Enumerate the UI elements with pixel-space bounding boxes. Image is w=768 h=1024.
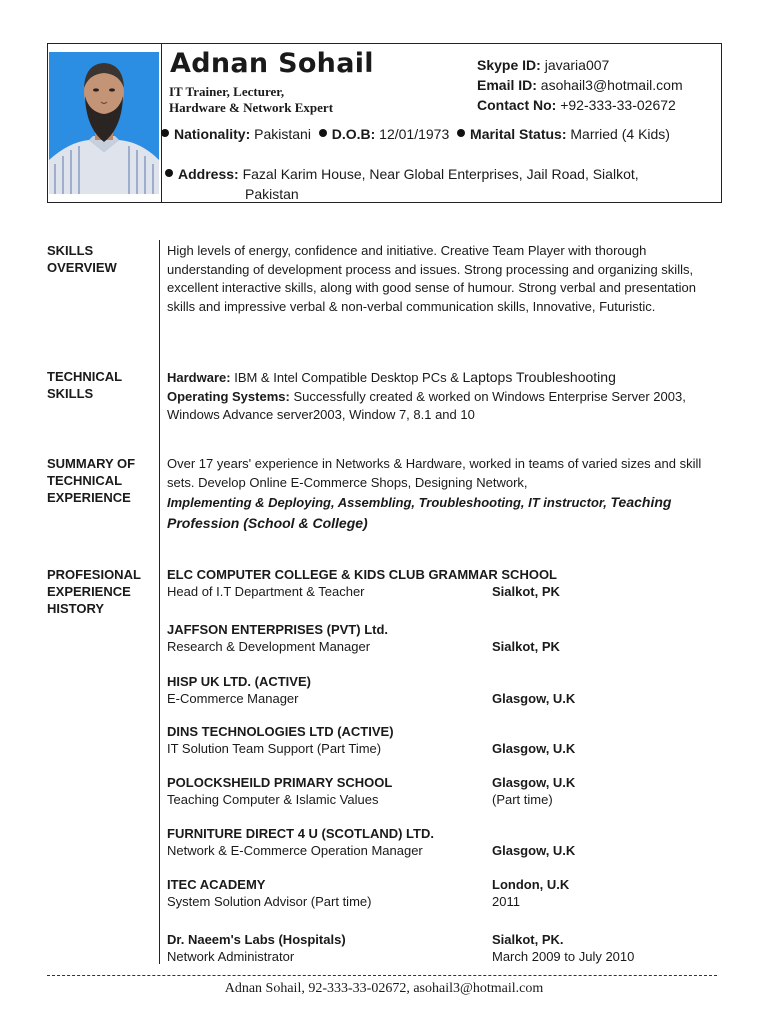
job-organization: FURNITURE DIRECT 4 U (SCOTLAND) LTD. — [167, 826, 434, 841]
heading-line: OVERVIEW — [47, 260, 117, 275]
address — [165, 164, 720, 204]
os-line — [167, 388, 727, 425]
profile-photo — [49, 52, 159, 194]
address-line-1: Fazal Karim House, Near Global Enterprises, Jail Road, Sialkot, — [242, 166, 639, 182]
job-location-block — [492, 774, 712, 808]
job-entry — [167, 774, 727, 808]
summary-heading — [47, 455, 155, 506]
header-box — [47, 43, 722, 203]
job-organization: HISP UK LTD. (ACTIVE) — [167, 674, 311, 689]
job-location: Sialkot, PK — [492, 584, 560, 599]
nationality-label: Nationality: — [174, 126, 251, 142]
nationality-value: Pakistani — [254, 126, 311, 142]
job-location-block — [492, 638, 712, 655]
dob-label: D.O.B: — [331, 126, 376, 142]
job-role: System Solution Advisor (Part time) — [167, 894, 372, 909]
job-entry — [167, 876, 727, 910]
skills-overview-heading — [47, 242, 155, 276]
bullet-icon — [319, 129, 327, 137]
address-label: Address: — [178, 166, 239, 182]
marital-label: Marital Status: — [470, 126, 567, 142]
job-location-block — [492, 583, 712, 600]
job-role: Teaching Computer & Islamic Values — [167, 792, 379, 807]
job-organization: JAFFSON ENTERPRISES (PVT) Ltd. — [167, 622, 389, 637]
heading-line: EXPERIENCE — [47, 490, 131, 505]
job-extra: March 2009 to July 2010 — [492, 949, 635, 964]
job-organization: ITEC ACADEMY — [167, 877, 266, 892]
technical-skills-heading — [47, 368, 155, 402]
heading-line: TECHNICAL — [47, 473, 123, 488]
experience-history-heading — [47, 566, 155, 617]
job-location: Sialkot, PK — [492, 639, 560, 654]
job-organization: Dr. Naeem's Labs (Hospitals) — [167, 932, 346, 947]
job-location-block — [492, 876, 712, 910]
job-location-block — [492, 740, 712, 757]
job-role: Network & E-Commerce Operation Manager — [167, 843, 423, 858]
job-entry — [167, 723, 727, 757]
job-location: Glasgow, U.K — [492, 775, 576, 790]
dob-value: 12/01/1973 — [379, 126, 450, 142]
hardware-value-tail: Laptops Troubleshooting — [462, 369, 616, 385]
skills-overview-text: High levels of energy, confidence and initiative. Creative Team Player with thorough understanding of development process and issues. Strong processing and organizing skills, excellent interactive skills, along with good sense of humour. Strong verbal and presentation skills and impressive verbal & non-verbal communication skills, Innovative, Futuristic. — [167, 243, 696, 314]
bullet-icon — [457, 129, 465, 137]
summary-text — [167, 455, 727, 534]
bullet-icon — [165, 169, 173, 177]
heading-line: PROFESIONAL — [47, 567, 141, 582]
job-location-block — [492, 842, 712, 859]
email-label: Email ID: — [477, 77, 537, 93]
footer-divider — [47, 975, 717, 976]
job-extra: 2011 — [492, 894, 520, 909]
footer-contact: Adnan Sohail, 92-333-33-02672, asohail3@hotmail.com — [224, 981, 544, 996]
job-entry — [167, 621, 727, 655]
contact-label: Contact No: — [477, 97, 557, 113]
hardware-value: IBM & Intel Compatible Desktop PCs & — [234, 370, 463, 385]
skype-id — [477, 57, 609, 73]
job-entry — [167, 673, 727, 707]
job-role: Research & Development Manager — [167, 639, 371, 654]
email-value: asohail3@hotmail.com — [540, 77, 683, 93]
job-location: Glasgow, U.K — [492, 741, 576, 756]
hardware-label: Hardware: — [167, 370, 231, 385]
candidate-name: Adnan Sohail — [170, 48, 374, 79]
skype-label: Skype ID: — [477, 57, 541, 73]
role-line-1: IT Trainer, Lecturer, — [169, 84, 285, 99]
heading-line: SUMMARY OF — [47, 456, 136, 471]
job-entry — [167, 566, 727, 600]
hardware-line — [167, 368, 727, 388]
skype-value: javaria007 — [544, 57, 610, 73]
job-entry — [167, 825, 727, 859]
job-location-block — [492, 690, 712, 707]
heading-line: TECHNICAL — [47, 369, 123, 384]
summary-plain: Over 17 years' experience in Networks & Hardware, worked in teams of varied sizes and skill sets. Develop Online E-Commerce Shops, Designing Network, — [167, 456, 702, 490]
heading-line: SKILLS — [47, 243, 94, 258]
os-label: Operating Systems: — [167, 388, 290, 404]
summary-highlight-tail: Teaching Profession (School & College) — [167, 494, 672, 531]
photo-cell — [48, 44, 162, 202]
job-role: Network Administrator — [167, 949, 295, 964]
job-organization: ELC COMPUTER COLLEGE & KIDS CLUB GRAMMAR SCHOOL — [167, 567, 557, 582]
marital-value: Married (4 Kids) — [570, 126, 670, 142]
job-role: IT Solution Team Support (Part Time) — [167, 741, 382, 756]
job-organization: DINS TECHNOLOGIES LTD (ACTIVE) — [167, 724, 394, 739]
job-role: E-Commerce Manager — [167, 691, 299, 706]
heading-line: EXPERIENCE — [47, 584, 131, 599]
bullet-icon — [161, 129, 169, 137]
role-line-2: Hardware & Network Expert — [169, 100, 334, 115]
job-role: Head of I.T Department & Teacher — [167, 584, 365, 599]
email-id — [477, 77, 683, 93]
job-organization: POLOCKSHEILD PRIMARY SCHOOL — [167, 775, 393, 790]
os-value: Successfully created & worked on Windows Enterprise Server 2003, Windows Advance server2003, Window 7, 8.1 and 10 — [167, 388, 686, 422]
heading-line: HISTORY — [47, 601, 105, 616]
section-divider — [159, 240, 160, 964]
contact-number — [477, 97, 676, 113]
job-location: London, U.K — [492, 877, 570, 892]
job-location: Glasgow, U.K — [492, 843, 576, 858]
technical-skills-text — [167, 368, 727, 425]
job-location: Glasgow, U.K — [492, 691, 576, 706]
job-location: Sialkot, PK. — [492, 932, 564, 947]
summary-highlight: Implementing & Deploying, Assembling, Troubleshooting, IT instructor, — [167, 495, 607, 510]
address-line-2: Pakistan — [245, 186, 299, 202]
contact-value: +92-333-33-02672 — [560, 97, 676, 113]
job-entry — [167, 931, 727, 965]
job-location-block — [492, 931, 712, 965]
heading-line: SKILLS — [47, 386, 94, 401]
personal-details — [161, 124, 716, 144]
job-extra: (Part time) — [492, 792, 553, 807]
